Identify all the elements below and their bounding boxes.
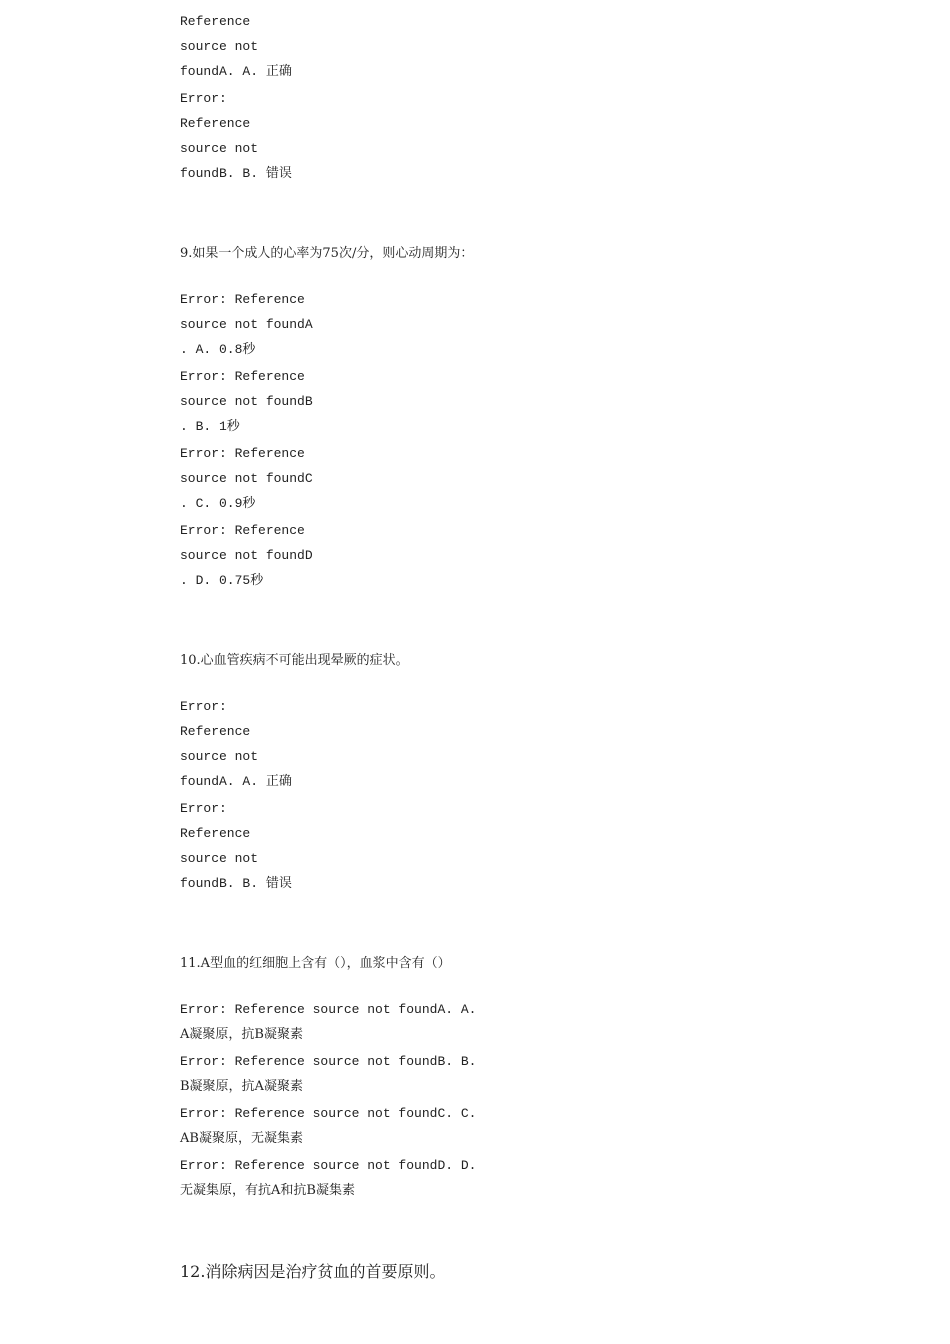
q10-option-a-line-2: Reference bbox=[180, 724, 251, 739]
q10-option-b-line-1: Error: bbox=[180, 801, 227, 816]
q8-option-a-line-3: foundA. A. 正确 bbox=[180, 64, 292, 79]
q9-option-b-line-2: source not foundB bbox=[180, 394, 313, 409]
q8-option-b-line-4: foundB. B. 错误 bbox=[180, 166, 292, 181]
q10-option-b-line-4: foundB. B. 错误 bbox=[180, 876, 292, 891]
q11-option-a-line-2: A凝聚原，抗B凝聚素 bbox=[180, 1027, 303, 1042]
q8-option-b-line-1: Error: bbox=[180, 91, 227, 106]
q9-option-c-line-3: . C. 0.9秒 bbox=[180, 496, 256, 511]
q9-option-a-line-2: source not foundA bbox=[180, 317, 313, 332]
q10-option-a-line-4: foundA. A. 正确 bbox=[180, 774, 292, 789]
q8-option-b-line-2: Reference bbox=[180, 116, 251, 131]
q9-option-c-line-1: Error: Reference bbox=[180, 446, 305, 461]
q11-option-c-line-1: Error: Reference source not foundC. C. bbox=[180, 1106, 477, 1121]
q9-question: 9.如果一个成人的心率为75次/分，则心动周期为： bbox=[180, 246, 474, 261]
q9-option-b-line-3: . B. 1秒 bbox=[180, 419, 240, 434]
q11-option-b-line-1: Error: Reference source not foundB. B. bbox=[180, 1054, 477, 1069]
q9-option-d-line-1: Error: Reference bbox=[180, 523, 305, 538]
q10-option-a-line-1: Error: bbox=[180, 699, 227, 714]
q9-option-a-line-3: . A. 0.8秒 bbox=[180, 342, 256, 357]
q11-option-b-line-2: B凝聚原，抗A凝聚素 bbox=[180, 1079, 303, 1094]
q9-option-d-line-2: source not foundD bbox=[180, 548, 313, 563]
q9-option-b-line-1: Error: Reference bbox=[180, 369, 305, 384]
q10-option-a-line-3: source not bbox=[180, 749, 259, 764]
q11-option-d-line-2: 无凝集原，有抗A和抗B凝集素 bbox=[180, 1183, 355, 1198]
q8-option-a-line-1: Reference bbox=[180, 14, 251, 29]
q11-question: 11.A型血的红细胞上含有（），血浆中含有（） bbox=[180, 956, 451, 971]
q8-option-a-line-2: source not bbox=[180, 39, 259, 54]
q10-option-b-line-3: source not bbox=[180, 851, 259, 866]
q9-option-a-line-1: Error: Reference bbox=[180, 292, 305, 307]
q9-option-d-line-3: . D. 0.75秒 bbox=[180, 573, 264, 588]
q10-question: 10.心血管疾病不可能出现晕厥的症状。 bbox=[180, 653, 409, 668]
q11-option-a-line-1: Error: Reference source not foundA. A. bbox=[180, 1002, 477, 1017]
q11-option-c-line-2: AB凝聚原，无凝集素 bbox=[180, 1131, 303, 1146]
q8-option-b-line-3: source not bbox=[180, 141, 259, 156]
q10-option-b-line-2: Reference bbox=[180, 826, 251, 841]
q11-option-d-line-1: Error: Reference source not foundD. D. bbox=[180, 1158, 477, 1173]
q12-question: 12.消除病因是治疗贫血的首要原则。 bbox=[180, 1262, 446, 1281]
q9-option-c-line-2: source not foundC bbox=[180, 471, 313, 486]
